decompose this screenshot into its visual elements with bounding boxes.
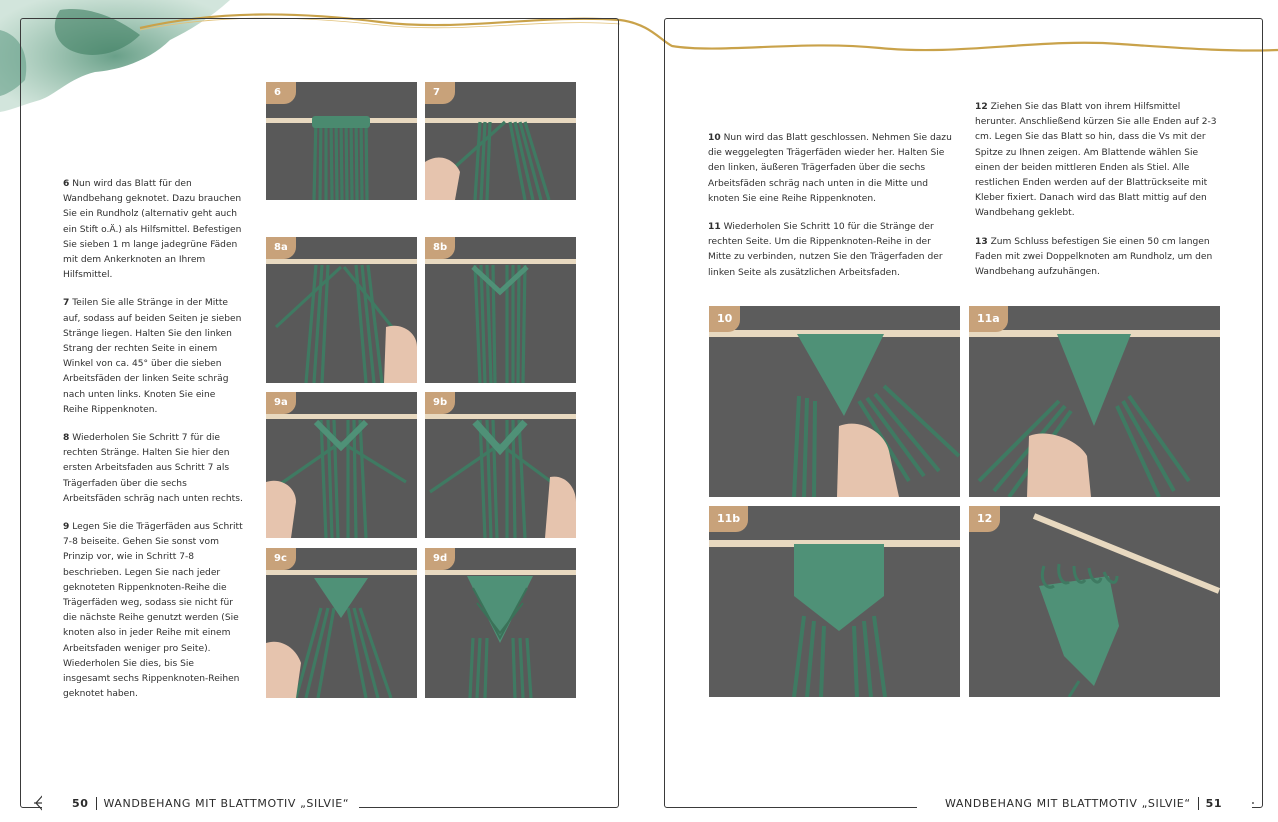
macrame-photo-12 [969,506,1220,697]
macrame-photo-8a [266,237,417,383]
photo-tag-8b: 8b [425,237,455,259]
step-9: 9 Legen Sie die Trägerfäden aus Schritt 7-8 beiseite. Gehen Sie sonst vom Prinzip vor, wie in Schritt 7-8 beschrieben. Legen Sie nach jeder geknoteten Rippenknoten-Reihe die Trägerfäden weg, sodass sie nicht für die nächste Reihe genutzt werden (Sie knoten also in jeder Reihe mit einem Arbeitsfaden weniger pro Seite). Wiederholen Sie dies, bis Sie insgesamt sechs Rippenknoten-Reihen geknotet haben. [63,522,243,700]
macrame-photo-8b [425,237,576,383]
photo-tag-12: 12 [969,506,1000,532]
photo-step-6 [266,82,417,200]
right-instructions-column-2 [975,100,1221,293]
photo-tag-9c: 9c [266,548,296,570]
photo-tag-11a: 11a [969,306,1008,332]
page-number-left: 50 [72,796,89,810]
page-number-right: 51 [1205,796,1223,810]
photo-step-9b [425,392,576,538]
photo-tag-10: 10 [709,306,740,332]
photo-tag-8a: 8a [266,237,296,259]
photo-step-9d [425,548,576,698]
footer-right [917,793,1252,813]
photo-tag-9d: 9d [425,548,455,570]
footer-separator [1198,797,1199,810]
step-7: 7 Teilen Sie alle Stränge in der Mitte auf, sodass auf beiden Seiten je sieben Stränge liegen. Halten Sie den linken Strang der rechten Seite in einem Winkel von ca. 45° über die sieben Arbeitsfäden der linken Seite schräg nach unten links. Knoten Sie eine Reihe Rippenknoten. [63,298,242,415]
step-6: 6 Nun wird das Blatt für den Wandbehang geknotet. Dazu brauchen Sie ein Rundholz (alternativ geht auch ein Stift o.Ä.) als Hilfsmittel. Befestigen Sie sieben 1 m lange jadegrüne Fäden mit dem Ankerknoten an Ihrem Hilfsmittel. [63,179,242,281]
macrame-photo-10 [709,306,960,497]
macrame-photo-11a [969,306,1220,497]
macrame-photo-11b [709,506,960,697]
photo-tag-6: 6 [266,82,296,104]
left-instructions [63,177,243,716]
photo-tag-9b: 9b [425,392,455,414]
photo-step-9a [266,392,417,538]
footer-title-right: WANDBEHANG MIT BLATTMOTIV „SILVIE“ [945,796,1191,810]
photo-step-10 [709,306,960,497]
step-10: 10 Nun wird das Blatt geschlossen. Nehmen Sie dazu die weggelegten Trägerfäden wieder her. Halten Sie den linken, äußeren Trägerfaden über die sechs Arbeitsfäden schräg nach unten in die Mitte und knoten Sie eine Reihe Rippenknoten. [708,133,952,204]
macrame-photo-9a [266,392,417,538]
step-11: 11 Wiederholen Sie Schritt 10 für die Stränge der rechten Seite. Um die Rippenknoten-Reihe in der Mitte zu verbinden, nutzen Sie den Trägerfaden der linken Seite als zusätzlichen Arbeitsfaden. [708,222,943,278]
step-13: 13 Zum Schluss befestigen Sie einen 50 cm langen Faden mit zwei Doppelknoten am Rundholz, um den Wandbehang aufzuhängen. [975,236,1213,278]
photo-step-11b [709,506,960,697]
footer-separator [96,797,97,810]
right-instructions-column-1 [708,131,954,294]
footer-title-left: WANDBEHANG MIT BLATTMOTIV „SILVIE“ [103,796,350,810]
step-8: 8 Wiederholen Sie Schritt 7 für die rechten Stränge. Halten Sie hier den ersten Arbeitsfaden aus Schritt 7 als Trägerfaden über die sechs Arbeitsfäden schräg nach unten rechts. [63,433,243,504]
footer-left [42,793,359,813]
photo-step-9c [266,548,417,698]
photo-tag-7: 7 [425,82,455,104]
photo-step-11a [969,306,1220,497]
photo-tag-11b: 11b [709,506,748,532]
macrame-photo-9d [425,548,576,698]
photo-step-7 [425,82,576,200]
photo-step-12 [969,506,1220,697]
macrame-photo-9b [425,392,576,538]
photo-step-8a [266,237,417,383]
photo-tag-9a: 9a [266,392,296,414]
step-12: 12 Ziehen Sie das Blatt von ihrem Hilfsmittel herunter. Anschließend kürzen Sie alle Enden auf 2-3 cm. Legen Sie das Blatt so hin, dass die Vs mit der Spitze zu Ihnen zeigen. Am Blattende wählen Sie einen der beiden mittleren Enden als Stiel. Alle restlichen Enden werden auf der Blattrückseite mit Kleber fixiert. Danach wird das Blatt mittig auf den Wandbehang geklebt. [975,102,1217,219]
photo-step-8b [425,237,576,383]
macrame-photo-9c [266,548,417,698]
